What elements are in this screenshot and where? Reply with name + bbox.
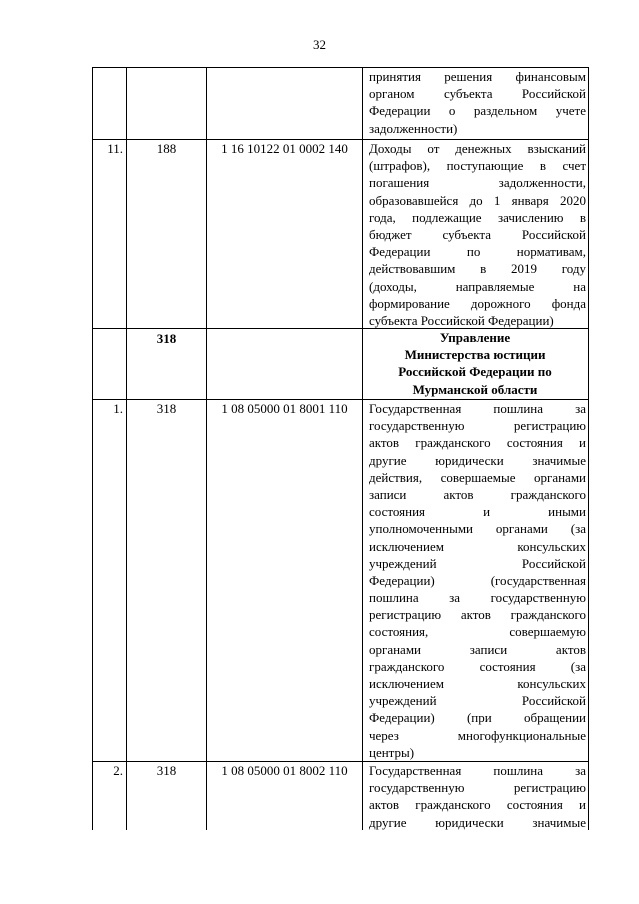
heading-line: Министерства юстиции	[404, 347, 546, 363]
description-line: гражданского состояния (за	[369, 658, 586, 674]
column-divider	[126, 67, 127, 830]
description-line: года, подлежащие зачислению в	[369, 209, 586, 225]
row-number: 1.	[113, 401, 123, 416]
description-line: учреждений Российской	[369, 555, 586, 571]
description-cell	[369, 762, 586, 831]
row-number: 2.	[113, 763, 123, 778]
description-line: другие юридически значимые	[369, 452, 586, 468]
description-line: через многофункциональные	[369, 727, 586, 743]
description-line: исключением консульских	[369, 676, 586, 691]
description-line: центры)	[369, 744, 415, 760]
description-line: образовавшейся до 1 января 2020	[369, 192, 586, 208]
description-line: актов гражданского состояния и	[369, 435, 586, 451]
description-line: учреждений Российской	[369, 693, 586, 709]
description-line: записи актов гражданского	[369, 486, 586, 502]
description-line: Федерации по нормативам,	[369, 244, 586, 260]
budget-classification-code: 1 16 10122 01 0002 140	[221, 141, 348, 156]
budget-classification-code: 1 08 05000 01 8001 110	[221, 401, 348, 416]
description-line: органом субъекта Российской	[369, 86, 586, 102]
description-line: субъекта Российской Федерации)	[369, 312, 554, 328]
description-line: государственную регистрацию	[369, 418, 586, 434]
description-line: Государственная пошлина за	[369, 763, 586, 778]
description-line: уполномоченными органами (за	[369, 521, 586, 537]
column-divider	[362, 67, 363, 830]
description-line: (доходы, направляемые на	[369, 278, 586, 294]
description-line: бюджет субъекта Российской	[369, 226, 586, 242]
section-heading	[362, 329, 588, 398]
description-line: Государственная пошлина за	[369, 401, 586, 416]
budget-classification-code: 1 08 05000 01 8002 110	[221, 763, 348, 778]
table-border-right	[588, 67, 589, 830]
description-line: (штрафов), поступающие в счет	[369, 158, 586, 174]
description-line: Федерации) (при обращении	[369, 710, 586, 726]
page-number: 32	[313, 37, 326, 52]
description-line: Доходы от денежных взысканий	[369, 141, 586, 156]
heading-line: Мурманской области	[412, 381, 538, 397]
description-line: органами записи актов	[369, 641, 586, 657]
column-divider	[206, 67, 207, 830]
admin-code: 318	[156, 401, 177, 416]
description-line: действия, совершаемые органами	[369, 469, 586, 485]
description-line: государственную регистрацию	[369, 780, 586, 796]
description-line: действовавшим в 2019 году	[369, 261, 586, 277]
row-number: 11.	[107, 141, 123, 156]
heading-line: Управление	[439, 330, 511, 345]
description-line: состояния и иными	[369, 504, 586, 520]
description-line: регистрацию актов гражданского	[369, 607, 586, 623]
description-line: исключением консульских	[369, 538, 586, 554]
description-line: пошлина за государственную	[369, 590, 586, 606]
description-cell	[369, 140, 586, 329]
table-border-left	[92, 67, 93, 830]
description-line: актов гражданского состояния и	[369, 797, 586, 813]
admin-code: 188	[156, 141, 177, 156]
description-line: погашения задолженности,	[369, 175, 586, 191]
heading-line: Российской Федерации по	[398, 364, 552, 380]
description-line: Федерации о раздельном учете	[369, 103, 586, 119]
admin-code: 318	[156, 331, 177, 346]
description-cell	[369, 400, 586, 761]
description-line: другие юридически значимые	[369, 814, 586, 830]
admin-code: 318	[156, 763, 177, 778]
description-line: формирование дорожного фонда	[369, 295, 586, 311]
description-cell	[369, 68, 586, 137]
description-line: задолженности)	[369, 120, 458, 136]
description-line: Федерации) (государственная	[369, 572, 586, 588]
description-line: принятия решения финансовым	[369, 69, 586, 84]
description-line: состояния, совершаемую	[369, 624, 586, 640]
